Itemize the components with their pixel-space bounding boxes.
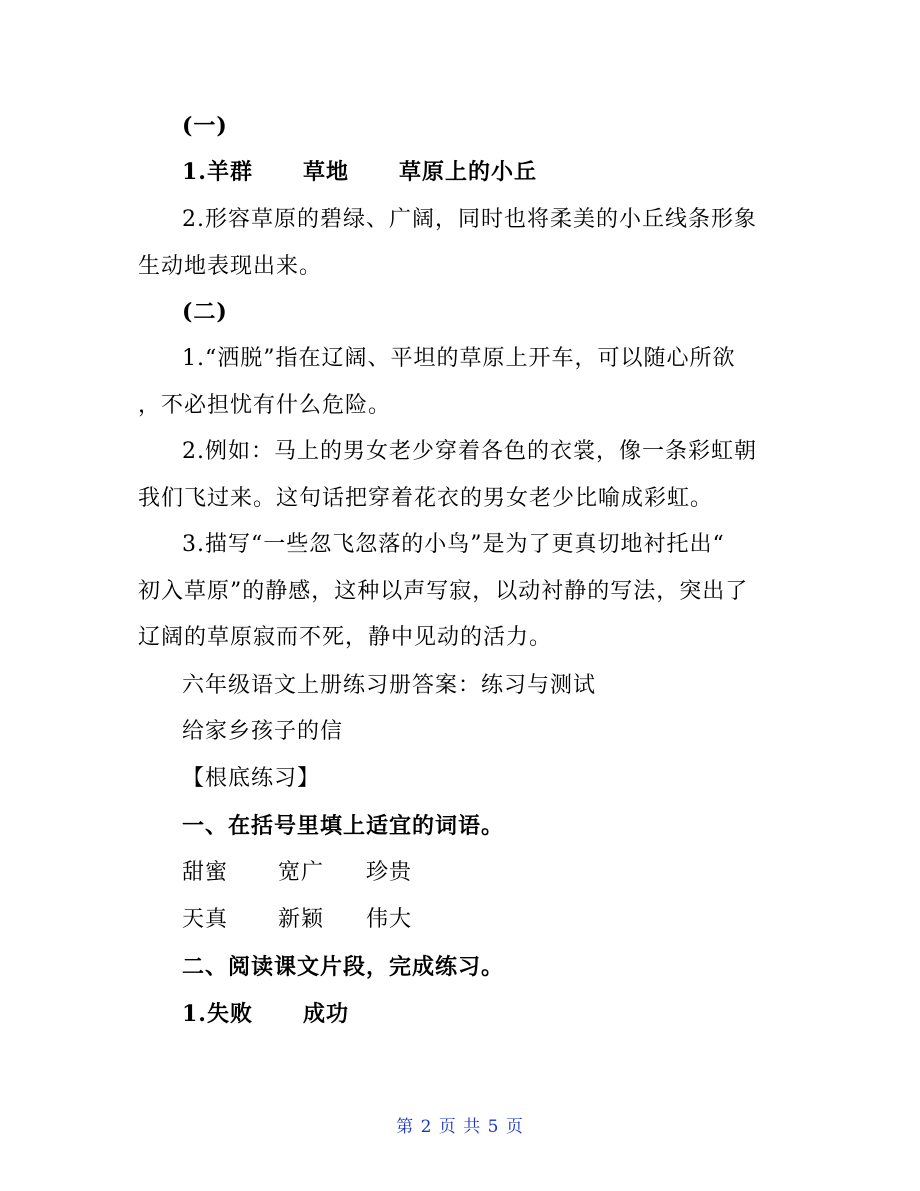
section2-item2-line2: 我们飞过来。这句话把穿着花衣的男女老少比喻成彩虹。 bbox=[138, 486, 714, 511]
q1-row1 bbox=[182, 858, 832, 888]
answer-word: 失败 bbox=[206, 1001, 253, 1027]
answer-word: 成功 bbox=[302, 1001, 349, 1027]
item-number: 1. bbox=[182, 1001, 207, 1027]
page-footer: 第 2 页 共 5 页 bbox=[396, 1117, 524, 1137]
section1-item1 bbox=[182, 157, 832, 187]
section2-item3-line3: 辽阔的草原寂而不死，静中见动的活力。 bbox=[138, 625, 553, 650]
lesson-title: 给家乡孩子的信 bbox=[182, 719, 344, 744]
answer-word: 羊群 bbox=[206, 159, 253, 185]
section2-item3-line2: 初入草原”的静感，这种以声写寂，以动衬静的写法，突出了 bbox=[138, 579, 749, 604]
section1-item2-line1: 2.形容草原的碧绿、广阔，同时也将柔美的小丘线条形象 bbox=[182, 207, 757, 232]
q2-item1 bbox=[182, 999, 832, 1029]
answer-word: 伟大 bbox=[366, 907, 413, 932]
answer-word: 草原上的小丘 bbox=[399, 159, 538, 185]
answer-word: 草地 bbox=[302, 159, 349, 185]
section2-item2-line1: 2.例如：马上的男女老少穿着各色的衣裳，像一条彩虹朝 bbox=[182, 439, 757, 464]
section2-item1-line1: 1.“洒脱”指在辽阔、平坦的草原上开车，可以随心所欲 bbox=[182, 346, 736, 371]
answer-word: 甜蜜 bbox=[182, 860, 229, 885]
answer-word: 珍贵 bbox=[366, 860, 413, 885]
section1-heading: (一) bbox=[182, 113, 228, 139]
answer-word: 新颖 bbox=[278, 907, 325, 932]
basic-practice-label: 【根底练习】 bbox=[182, 766, 321, 791]
section2-item3-line1: 3.描写“一些忽飞忽落的小鸟”是为了更真切地衬托出“ bbox=[182, 532, 725, 557]
section2-heading: (二) bbox=[182, 299, 228, 325]
answer-word: 天真 bbox=[182, 907, 229, 932]
item-number: 1. bbox=[182, 159, 207, 185]
title-line: 六年级语文上册练习册答案：练习与测试 bbox=[182, 673, 597, 698]
q1-heading: 一、在括号里填上适宜的词语。 bbox=[182, 813, 505, 839]
q1-row2 bbox=[182, 905, 832, 935]
section1-item2-line2: 生动地表现出来。 bbox=[138, 254, 323, 279]
answer-word: 宽广 bbox=[278, 860, 325, 885]
q2-heading: 二、阅读课文片段，完成练习。 bbox=[182, 954, 505, 980]
section2-item1-line2: ，不必担忧有什么危险。 bbox=[138, 393, 392, 418]
